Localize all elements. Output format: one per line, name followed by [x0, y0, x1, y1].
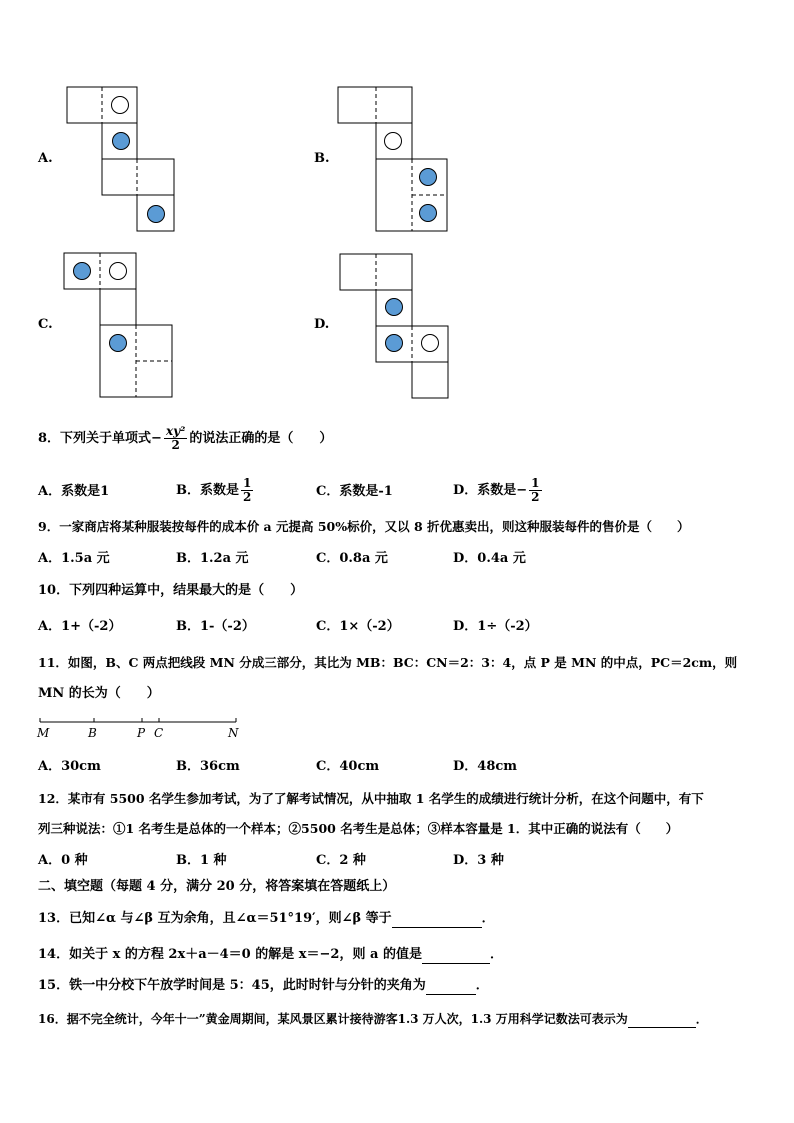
q12-option-b[interactable]: B．1 种 [176, 853, 227, 868]
segment-diagram [34, 712, 249, 744]
point-label-b: B [88, 726, 97, 740]
q10-option-c[interactable]: C．1×（-2） [316, 619, 400, 634]
q8-fraction-num: xy² [165, 424, 186, 438]
net-figure-c [58, 247, 183, 402]
q10-option-a[interactable]: A．1+（-2） [38, 619, 122, 634]
q10-stem: 10．下列四种运算中，结果最大的是（ ） [38, 583, 304, 598]
q12-option-d[interactable]: D．3 种 [453, 853, 504, 868]
point-label-m: M [37, 726, 50, 740]
q9-option-a[interactable]: A．1.5a 元 [38, 551, 110, 566]
q15 [38, 977, 489, 995]
q12-stem-line1: 12．某市有 5500 名学生参加考试，为了了解考试情况，从中抽取 1 名学生的成绩进行统计分析，在这个问题中，有下 [38, 791, 704, 806]
q8-d-fraction [529, 477, 541, 504]
q11-option-b[interactable]: B．36cm [176, 759, 240, 774]
q12-option-c[interactable]: C．2 种 [316, 853, 366, 868]
option-label-a: A. [38, 151, 53, 166]
q8-option-d[interactable] [453, 475, 544, 507]
q16-end: ． [695, 1012, 708, 1026]
q8-d-num: 1 [531, 476, 540, 490]
q9-option-c[interactable]: C．0.8a 元 [316, 551, 388, 566]
q9-stem: 9．一家商店将某种服装按每件的成本价 a 元提高 50%标价，又以 8 折优惠卖出，则这种服装每件的售价是（ ） [38, 519, 690, 534]
q15-end: ． [475, 978, 489, 993]
net-figure-b [331, 80, 456, 235]
q8-b-fraction [241, 477, 253, 504]
q8-option-a[interactable]: A．系数是1 [38, 484, 110, 499]
point-label-n: N [228, 726, 239, 740]
q8-fraction [164, 425, 187, 452]
q8-stem-before: 8．下列关于单项式− [38, 431, 162, 446]
q16-text: 16．据不完全统计，今年十一”黄金周期间，某风景区累计接待游客1.3 万人次，1.3 万用科学记数法可表示为 [38, 1012, 628, 1026]
q11-option-a[interactable]: A．30cm [38, 759, 101, 774]
q11-stem-line2: MN 的长为（ ） [38, 686, 160, 701]
q8-option-c[interactable]: C．系数是-1 [316, 484, 393, 499]
q8-stem [38, 425, 332, 453]
point-label-c: C [154, 726, 164, 740]
option-label-d: D. [314, 317, 330, 332]
q14-answer-blank[interactable] [422, 949, 490, 964]
q13 [38, 910, 495, 928]
q8-option-b[interactable] [176, 475, 255, 507]
option-label-b: B. [314, 151, 330, 166]
option-label-c: C. [38, 317, 53, 332]
q11-stem-line1: 11．如图，B、C 两点把线段 MN 分成三部分，其比为 MB：BC：CN＝2：3：4，点 P 是 MN 的中点，PC＝2cm，则 [38, 655, 738, 670]
q8-d-prefix: D．系数是− [453, 483, 528, 498]
q15-text: 15．铁一中分校下午放学时间是 5：45，此时时针与分针的夹角为 [38, 978, 426, 993]
q8-stem-after: 的说法正确的是（ ） [189, 431, 333, 446]
q14-end: ． [489, 947, 503, 962]
q11-option-c[interactable]: C．40cm [316, 759, 380, 774]
q14-text: 14．如关于 x 的方程 2x＋a－4＝0 的解是 x＝−2，则 a 的值是 [38, 947, 422, 962]
q16 [38, 1010, 708, 1028]
net-figure-d [333, 247, 458, 402]
q9-option-d[interactable]: D．0.4a 元 [453, 551, 526, 566]
q8-d-den: 2 [531, 490, 540, 504]
q12-stem-line2: 列三种说法：①1 名考生是总体的一个样本；②5500 名考生是总体；③样本容量是 1．其中正确的说法有（ ） [38, 821, 679, 836]
q8-b-den: 2 [243, 490, 252, 504]
q9-option-b[interactable]: B．1.2a 元 [176, 551, 249, 566]
q13-answer-blank[interactable] [392, 913, 482, 928]
q8-b-prefix: B．系数是 [176, 483, 239, 498]
q15-answer-blank[interactable] [426, 980, 476, 995]
q8-fraction-den: 2 [171, 438, 180, 452]
q14 [38, 946, 503, 964]
q12-option-a[interactable]: A．0 种 [38, 853, 88, 868]
q10-option-d[interactable]: D．1÷（-2） [453, 619, 538, 634]
q13-text: 13．已知∠α 与∠β 互为余角，且∠α＝51°19′，则∠β 等于 [38, 911, 392, 926]
q13-end: ． [481, 911, 495, 926]
q16-answer-blank[interactable] [628, 1013, 696, 1028]
q10-option-b[interactable]: B．1-（-2） [176, 619, 255, 634]
q8-b-num: 1 [243, 476, 252, 490]
q11-option-d[interactable]: D．48cm [453, 759, 518, 774]
section-heading-fill-in: 二、填空题（每题 4 分，满分 20 分，将答案填在答题纸上） [38, 879, 396, 894]
point-label-p: P [137, 726, 146, 740]
net-figure-a [60, 80, 180, 235]
